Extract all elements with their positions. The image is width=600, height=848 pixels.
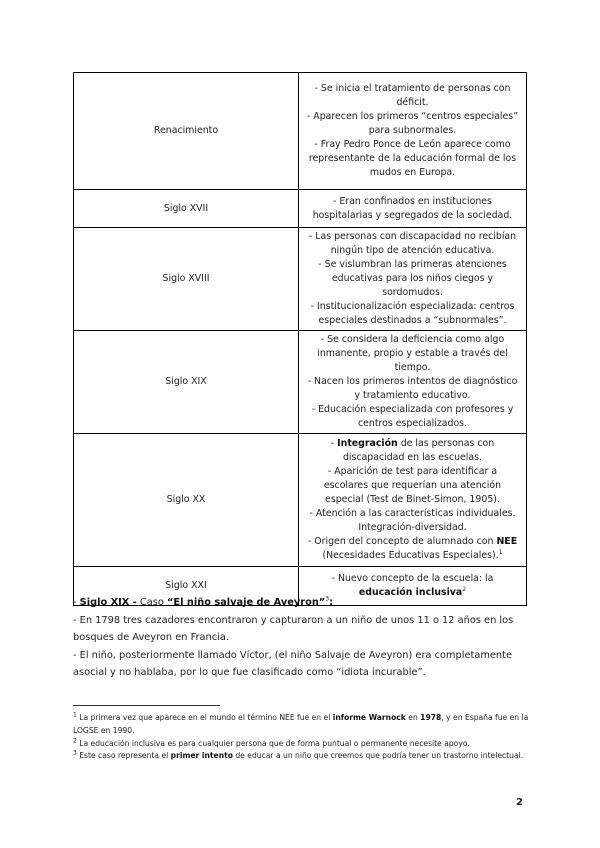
- footnote-text: , y en España fue en la LOGSE en 1990.: [73, 713, 529, 735]
- footnote-number: 1: [73, 711, 77, 719]
- case-heading: [73, 594, 533, 612]
- footnote-text: Este caso representa el: [76, 751, 171, 761]
- era-cell: Siglo XVII: [74, 190, 299, 228]
- text-middle: Caso: [136, 597, 167, 608]
- text-prefix: -: [330, 438, 338, 449]
- bold-term: Integración: [337, 438, 398, 449]
- footnote-divider: [73, 705, 220, 706]
- description-cell: [299, 434, 527, 567]
- description-line: - Institucionalización especializada: centros especiales destinados a “subnormales”.: [310, 301, 515, 326]
- history-table: [73, 72, 527, 606]
- text-rest: (Necesidades Educativas Especiales).: [322, 550, 499, 561]
- case-paragraph: - El niño, posteriormente llamado Víctor, (el niño Salvaje de Aveyron) era completamente asocial y no hablaba, por lo que fue clasificado como “idiota incurable”.: [73, 649, 512, 678]
- footnote-text: en: [405, 713, 421, 722]
- footnote-ref: 1: [498, 548, 503, 556]
- description-line: - Aparecen los primeros “centros especiales” para subnormales.: [306, 111, 519, 136]
- description-cell: [299, 190, 527, 228]
- table-row: [74, 190, 527, 228]
- footnote-ref: 2: [462, 585, 467, 593]
- table-row: [74, 434, 527, 567]
- footnote-2: [73, 738, 533, 751]
- case-paragraph: - En 1798 tres cazadores encontraron y capturaron a un niño de unos 11 o 12 años en los bosques de Aveyron en Francia.: [73, 614, 514, 643]
- footnote-text: La educación inclusiva es para cualquier persona que de forma puntual o permanente necesite apoyo.: [76, 738, 470, 748]
- description-line: - Se vislumbran las primeras atenciones educativas para los niños ciegos y sordomudos.: [318, 259, 507, 298]
- description-cell: [299, 73, 527, 190]
- description-cell: [299, 331, 527, 434]
- description-line: - Las personas con discapacidad no recibían ningún tipo de atención educativa.: [308, 231, 517, 256]
- footnote-number: 2: [73, 737, 77, 745]
- footnote-3: [73, 750, 533, 763]
- footnote-text: La primera vez que aparece en el mundo el término NEE fue en el: [76, 713, 333, 722]
- table-row: [74, 331, 527, 434]
- text-prefix: - Nuevo concepto de la escuela: la: [331, 573, 494, 584]
- bold-term: educación inclusiva: [358, 587, 463, 598]
- description-line: - Nacen los primeros intentos de diagnóstico y tratamiento educativo.: [307, 376, 518, 401]
- bold-term: 1978: [420, 713, 442, 722]
- footnote-1: [73, 712, 533, 738]
- description-line: - Atención a las características individuales. Integración-diversidad.: [309, 508, 516, 533]
- text-suffix: :: [329, 597, 333, 608]
- era-cell: Siglo XVIII: [74, 228, 299, 331]
- bold-term: Siglo XIX -: [79, 597, 137, 608]
- bold-term: “El niño salvaje de Aveyron”: [166, 597, 326, 608]
- description-cell: [299, 228, 527, 331]
- table-row: [74, 228, 527, 331]
- era-cell: Siglo XXI: [74, 567, 299, 606]
- case-section: [73, 594, 533, 682]
- text-prefix: -: [73, 597, 80, 608]
- era-cell: Siglo XX: [74, 434, 299, 567]
- era-cell: Siglo XIX: [74, 331, 299, 434]
- table-row: [74, 73, 527, 190]
- description-line: - Aparición de test para identificar a escolares que requerían una atención especial (Test de Binet-Simon, 1905).: [323, 466, 502, 505]
- description-line: [305, 535, 520, 563]
- description-line: - Fray Pedro Ponce de León aparece como representante de la educación formal de los mudos en Europa.: [308, 139, 517, 178]
- text-rest: de las personas con discapacidad en las escuelas.: [342, 438, 495, 463]
- description-line: - Se inicia el tratamiento de personas con déficit.: [314, 83, 511, 108]
- footnote-text: de educar a un niño que creemos que podría tener un trastorno intelectual.: [232, 751, 524, 761]
- bold-term: NEE: [496, 536, 518, 547]
- footnote-number: 3: [73, 749, 77, 757]
- bold-term: primer intento: [170, 751, 233, 761]
- page-number: 2: [516, 797, 523, 808]
- bold-term: informe Warnock: [332, 713, 406, 722]
- footnote-ref: 3: [325, 595, 330, 603]
- description-line: - Eran confinados en instituciones hospitalarias y segregados de la sociedad.: [312, 195, 513, 221]
- footnotes: [73, 712, 533, 763]
- description-line: - Educación especializada con profesores y centros especializados.: [311, 404, 514, 429]
- text-prefix: - Origen del concepto de alumnado con: [307, 536, 497, 547]
- description-line: [305, 437, 520, 465]
- description-line: - Se considera la deficiencia como algo inmanente, propio y estable a través del tiempo.: [317, 334, 508, 373]
- era-cell: Renacimiento: [74, 73, 299, 190]
